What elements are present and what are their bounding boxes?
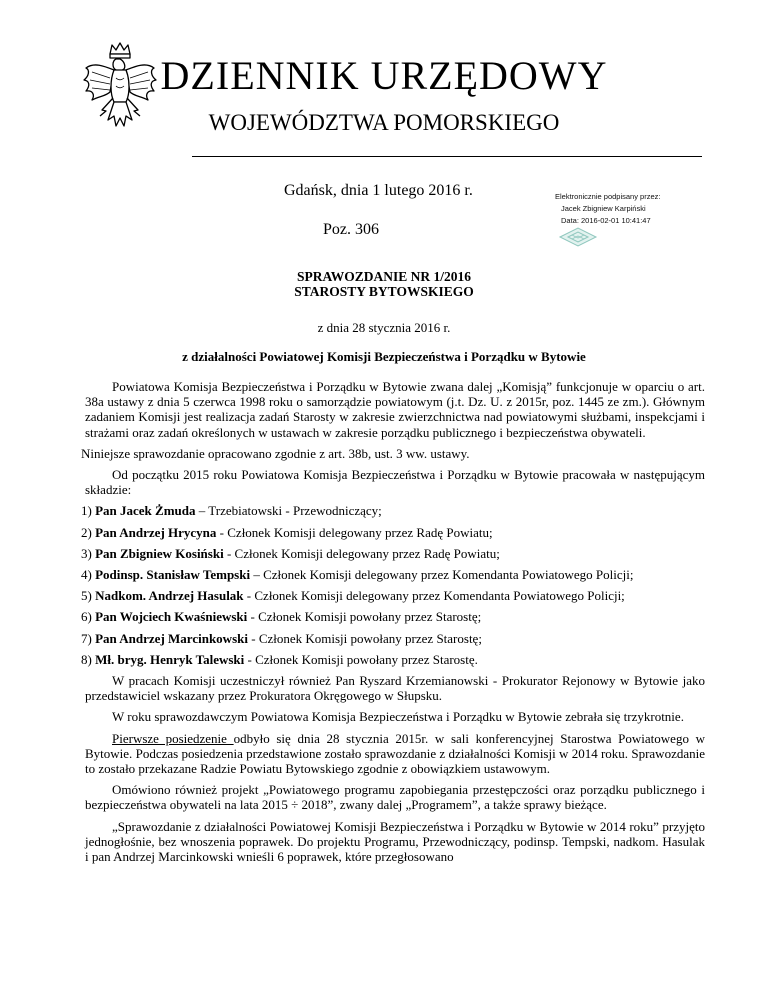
member-item: 6) Pan Wojciech Kwaśniewski - Członek Komisji powołany przez Starostę; <box>81 609 482 625</box>
document-title-line2: STAROSTY BYTOWSKIEGO <box>294 284 474 299</box>
paragraph-program-project: Omówiono również projekt „Powiatowego programu zapobiegania przestępczości oraz porządku publicznego i bezpieczeństwa obywateli na lata 2015 ÷ 2018”, zwany dalej „Programem”, a także sprawy bieżące. <box>85 782 705 813</box>
document-body <box>81 379 705 870</box>
signature-name: Jacek Zbigniew Karpiński <box>561 204 646 213</box>
position-number: Poz. 306 <box>323 221 379 238</box>
place-date: Gdańsk, dnia 1 lutego 2016 r. <box>284 182 473 199</box>
signature-date: Data: 2016-02-01 10:41:47 <box>561 216 651 225</box>
member-item: 3) Pan Zbigniew Kosiński - Członek Komisji delegowany przez Radę Powiatu; <box>81 545 500 561</box>
signature-label: Elektronicznie podpisany przez: <box>555 192 661 201</box>
journal-subtitle: WOJEWÓDZTWA POMORSKIEGO <box>208 110 560 135</box>
signature-mark-icon <box>558 226 598 248</box>
member-list <box>81 503 705 667</box>
first-meeting-label: Pierwsze posiedzenie <box>112 730 234 746</box>
document-date: z dnia 28 stycznia 2016 r. <box>317 320 451 335</box>
member-item: 7) Pan Andrzej Marcinkowski - Członek Komisji powołany przez Starostę; <box>81 630 482 646</box>
member-item: 1) Pan Jacek Żmuda – Trzebiatowski - Przewodniczący; <box>81 503 382 519</box>
paragraph-legal-basis: Powiatowa Komisja Bezpieczeństwa i Porządku w Bytowie zwana dalej „Komisją” funkcjonuje w oparciu o art. 38a ustawy z dnia 5 czerwca 1998 roku o samorządzie powiatowym (j.t. Dz. U. z 2015r, poz. 1445 ze zm.). Głównym zadaniem Komisji jest realizacja zadań Starosty w zakresie zwierzchnictwa nad powiatowymi służbami, inspekcjami i strażami oraz zadań określonych w ustawach w zakresie porządku publicznego i bezpieczeństwa obywateli. <box>85 379 705 440</box>
header-divider <box>192 156 702 157</box>
member-item: 8) Mł. bryg. Henryk Talewski - Członek Komisji powołany przez Starostę. <box>81 651 478 667</box>
paragraph-prosecutor: W pracach Komisji uczestniczył również Pan Ryszard Krzemianowski - Prokurator Rejonowy w Bytowie jako przedstawiciel wskazany przez Prokuratora Okręgowego w Słupsku. <box>85 673 705 704</box>
document-title <box>0 269 768 299</box>
document-title-line1: SPRAWOZDANIE NR 1/2016 <box>296 269 472 284</box>
paragraph-report-adoption: „Sprawozdanie z działalności Powiatowej Komisji Bezpieczeństwa i Porządku w Bytowie w 2014 roku” przyjęto jednogłośnie, bez wnoszenia poprawek. Do projektu Programu, Przewodniczący, podinsp. Tempski, nadkom. Hasulak i pan Andrzej Marcinkowski wnieśli 6 poprawek, które przegłosowano <box>85 818 705 865</box>
document-subject: z działalności Powiatowej Komisji Bezpieczeństwa i Porządku w Bytowie <box>182 349 586 364</box>
electronic-signature <box>555 191 660 227</box>
member-item: 5) Nadkom. Andrzej Hasulak - Członek Komisji delegowany przez Komendanta Powiatowego Policji; <box>81 588 625 604</box>
paragraph-report-basis: Niniejsze sprawozdanie opracowano zgodnie z art. 38b, ust. 3 ww. ustawy. <box>81 445 470 461</box>
paragraph-composition-intro: Od początku 2015 roku Powiatowa Komisja Bezpieczeństwa i Porządku w Bytowie pracowała w następującym składzie: <box>85 467 705 498</box>
journal-title: DZIENNIK URZĘDOWY <box>160 53 608 98</box>
paragraph-first-meeting: Pierwsze posiedzenie odbyło się dnia 28 stycznia 2015r. w sali konferencyjnej Starostwa Powiatowego w Bytowie. Podczas posiedzenia przedstawione zostało sprawozdanie z działalności Komisji w 2014 roku. Sprawozdanie to zostało przekazane Radzie Powiatu Bytowskiego zgodnie z obowiązkiem ustawowym. <box>85 730 705 777</box>
member-item: 4) Podinsp. Stanisław Tempski – Członek Komisji delegowany przez Komendanta Powiatowego Policji; <box>81 567 634 583</box>
member-item: 2) Pan Andrzej Hrycyna - Członek Komisji delegowany przez Radę Powiatu; <box>81 524 493 540</box>
paragraph-meetings-count: W roku sprawozdawczym Powiatowa Komisja Bezpieczeństwa i Porządku w Bytowie zebrała się trzykrotnie. <box>112 709 684 725</box>
